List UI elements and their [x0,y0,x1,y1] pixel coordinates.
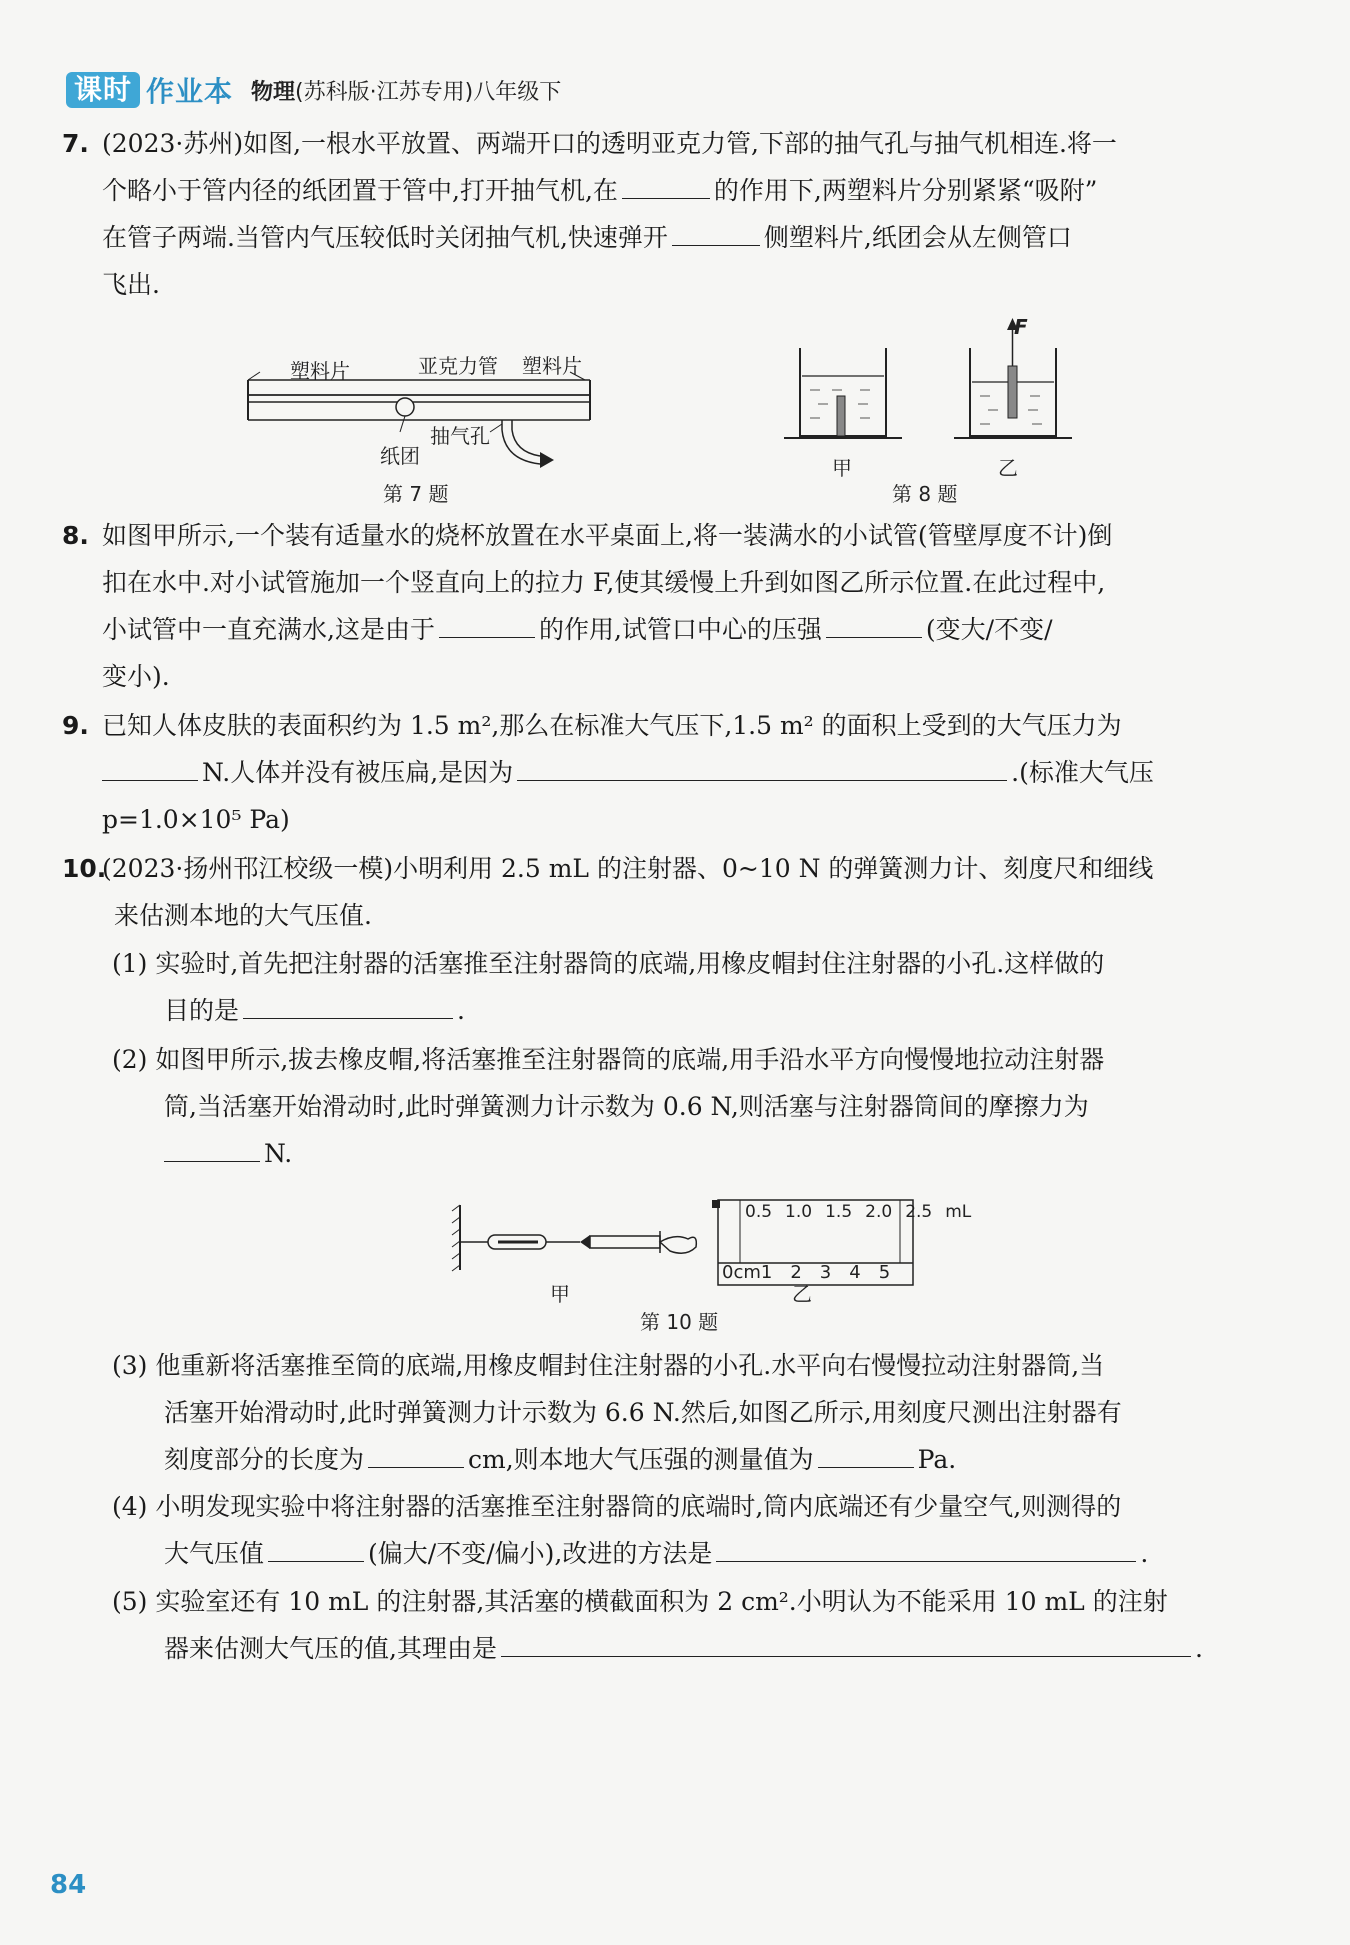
question-text: 筒,当活塞开始滑动时,此时弹簧测力计示数为 0.6 N,则活塞与注射器筒间的摩擦力为 [164,1092,1089,1121]
answer-blank[interactable] [672,221,760,246]
answer-blank[interactable] [818,1443,914,1468]
ruler-tick: 5 [878,1262,891,1283]
question-7 [62,120,1262,308]
syringe-tick: 0.5 [745,1202,773,1222]
question-text: 侧塑料片,纸团会从左侧管口 [763,223,1072,252]
label-plastic-right: 塑料片 [522,354,582,378]
figure-10-label-b: 乙 [792,1282,812,1306]
question-text: 扣在水中.对小试管施加一个竖直向上的拉力 F,使其缓慢上升到如图乙所示位置.在此过程中, [102,568,1106,597]
question-number: 8. [62,521,89,550]
edition-label: (苏科版·江苏专用)八年级下 [295,79,562,105]
answer-blank[interactable] [501,1632,1191,1657]
answer-blank[interactable] [268,1537,364,1562]
brand-logo-text: 作业本 [146,75,234,108]
question-number: 7. [62,129,89,158]
question-text: (变大/不变/ [925,615,1053,644]
syringe-tick: 2.5 [905,1202,933,1222]
question-text: 如图甲所示,一个装有适量水的烧杯放置在水平桌面上,将一装满水的小试管(管壁厚度不计)倒 [102,521,1113,550]
answer-blank[interactable] [716,1537,1136,1562]
question-text: (1) 实验时,首先把注射器的活塞推至注射器筒的底端,用橡皮帽封住注射器的小孔.这样做的 [112,949,1105,978]
force-label: F [1014,315,1028,339]
syringe-tick: 1.0 [785,1202,813,1222]
question-number: 9. [62,711,89,740]
question-text: 刻度部分的长度为 [164,1445,365,1474]
page-header [66,70,561,110]
answer-blank[interactable] [826,613,922,638]
question-text: Pa. [917,1445,957,1474]
answer-blank[interactable] [517,756,1007,781]
question-text: cm,则本地大气压强的测量值为 [468,1445,814,1474]
syringe-tick: 1.5 [825,1202,853,1222]
question-text: 来估测本地的大气压值. [114,901,372,930]
page-number: 84 [50,1870,87,1900]
question-text: 在管子两端.当管内气压较低时关闭抽气机,快速弹开 [102,223,668,252]
ruler-tick: 2 [790,1262,802,1283]
figure-8-label-b: 乙 [998,456,1018,480]
question-text: 变小). [102,662,170,691]
book-subtitle [251,75,561,106]
question-10-part-1: (1) 实验时,首先把注射器的活塞推至注射器筒的底端,用橡皮帽封住注射器的小孔.这样做的 目的是 . [112,940,1314,1034]
label-plastic-left: 塑料片 [290,359,350,383]
label-acrylic-tube: 亚克力管 [418,354,498,378]
figure-10-caption: 第 10 题 [640,1310,719,1334]
question-text: (3) 他重新将活塞推至筒的底端,用橡皮帽封住注射器的小孔.水平向右慢慢拉动注射器筒,当 [112,1351,1105,1380]
question-text: 的作用,试管口中心的压强 [538,615,822,644]
answer-blank[interactable] [368,1443,464,1468]
question-text: 小试管中一直充满水,这是由于 [102,615,435,644]
figure-8-caption: 第 8 题 [892,482,958,506]
question-text: 的作用下,两塑料片分别紧紧“吸附” [713,176,1098,205]
question-text: (2023·苏州)如图,一根水平放置、两端开口的透明亚克力管,下部的抽气孔与抽气机相连.将一 [102,129,1117,158]
question-text: 目的是 [164,996,240,1025]
label-paper-ball: 纸团 [380,444,420,468]
question-text: p=1.0×10⁵ Pa) [102,805,290,834]
question-text: 器来估测大气压的值,其理由是 [164,1634,497,1663]
answer-blank[interactable] [622,174,710,199]
figure-7-caption: 第 7 题 [383,482,449,506]
question-text: N.人体并没有被压扁,是因为 [202,758,514,787]
answer-blank[interactable] [164,1137,260,1162]
question-10-part-5: (5) 实验室还有 10 mL 的注射器,其活塞的横截面积为 2 cm².小明认为不能采用 10 mL 的注射 器来估测大气压的值,其理由是 . [112,1578,1314,1672]
figure-10-label-a: 甲 [550,1282,570,1306]
label-air-hole: 抽气孔 [430,424,490,448]
question-text: .(标准大气压 [1011,758,1154,787]
question-text: (2023·扬州邗江校级一模)小明利用 2.5 mL 的注射器、0~10 N 的弹簧测力计、刻度尺和细线 [102,854,1154,883]
question-text: (4) 小明发现实验中将注射器的活塞推至注射器筒的底端时,筒内底端还有少量空气,则测得的 [112,1492,1122,1521]
question-9 [62,702,1262,843]
syringe-tick: 2.0 [865,1202,893,1222]
question-text: 个略小于管内径的纸团置于管中,打开抽气机,在 [102,176,618,205]
brand-logo: 课时 [66,72,140,108]
answer-blank[interactable] [243,994,453,1019]
question-text: (5) 实验室还有 10 mL 的注射器,其活塞的横截面积为 2 cm².小明认为不能采用 10 mL 的注射 [112,1587,1168,1616]
ruler-tick: 4 [849,1262,861,1283]
question-text: N. [264,1139,293,1168]
subject-label: 物理 [251,79,296,105]
question-10-part-3 [112,1342,1314,1483]
answer-blank[interactable] [102,756,198,781]
figure-8-label-a: 甲 [832,456,852,480]
figure-8-beakers [784,318,1074,448]
syringe-scale [745,1202,971,1222]
question-number: 10. [62,854,107,883]
question-text: 大气压值 [164,1539,265,1568]
question-8 [62,512,1262,700]
question-10 [62,845,1262,939]
ruler-tick: 3 [819,1262,832,1283]
question-text: (偏大/不变/偏小),改进的方法是 [368,1539,713,1568]
question-text: 飞出. [102,270,160,299]
question-text: 已知人体皮肤的表面积约为 1.5 m²,那么在标准大气压下,1.5 m² 的面积上受到的大气压力为 [102,711,1122,740]
question-text: 活塞开始滑动时,此时弹簧测力计示数为 6.6 N.然后,如图乙所示,用刻度尺测出注射器有 [164,1398,1122,1427]
question-10-part-4: (4) 小明发现实验中将注射器的活塞推至注射器筒的底端时,筒内底端还有少量空气,则测得的 大气压值 (偏大/不变/偏小),改进的方法是 . [112,1483,1314,1577]
answer-blank[interactable] [439,613,535,638]
question-text: (2) 如图甲所示,拔去橡皮帽,将活塞推至注射器筒的底端,用手沿水平方向慢慢地拉动注射器 [112,1045,1105,1074]
ruler-tick: 0cm1 [722,1262,773,1283]
question-10-part-2 [112,1036,1314,1177]
syringe-unit: mL [945,1202,972,1222]
